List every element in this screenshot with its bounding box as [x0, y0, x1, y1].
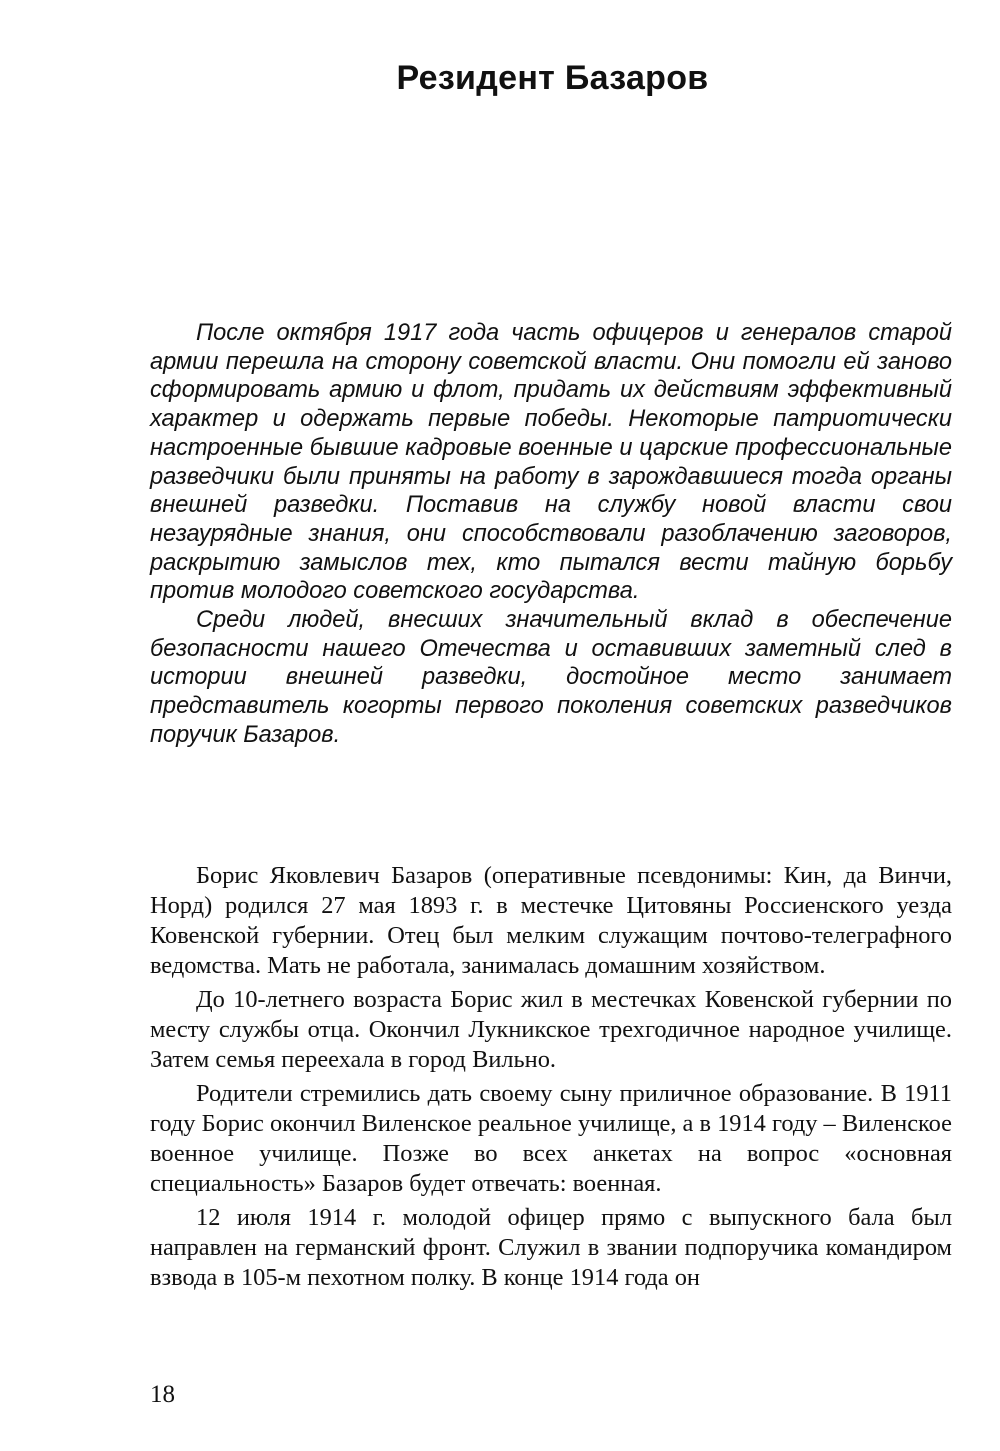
page-number: 18	[150, 1381, 175, 1408]
body-paragraph: 12 июля 1914 г. молодой офицер прямо с выпускного бала был направлен на германский фронт. Служил в звании подпоручика командиром взвода в 105-м пехотном полку. В конце 1914 года он	[150, 1204, 952, 1291]
body-text	[150, 861, 952, 1297]
body-paragraph: До 10-летнего возраста Борис жил в местечках Ковенской губернии по месту службы отца. Окончил Лукникское трехгодичное народное училище. Затем семья переехала в город Вильно.	[150, 986, 952, 1073]
intro-epigraph	[150, 319, 952, 750]
intro-paragraph: После октября 1917 года часть офицеров и генералов старой армии перешла на сторону советской власти. Они помогли ей заново сформировать армию и флот, придать их действиям эффективный характер и одержать первые победы. Некоторые патриотически настроенные бывшие кадровые военные и царские профессиональные разведчики были приняты на работу в зарождавшиеся тогда органы внешней разведки. Поставив на службу новой власти свои незаурядные знания, они способствовали разоблачению заговоров, раскрытию замыслов тех, кто пытался вести тайную борьбу против молодого советского государства.	[150, 320, 952, 605]
chapter-title: Резидент Базаров	[396, 59, 709, 97]
intro-paragraph: Среди людей, внесших значительный вклад в обеспечение безопасности нашего Отечества и оставивших заметный след в истории внешней разведки, достойное место занимает представитель когорты первого поколения советских разведчиков поручик Базаров.	[150, 607, 952, 748]
body-paragraph: Родители стремились дать своему сыну приличное образование. В 1911 году Борис окончил Виленское реальное училище, а в 1914 году – Виленское военное училище. Позже во всех анкетах на вопрос «основная специальность» Базаров будет отвечать: военная.	[150, 1080, 952, 1197]
body-paragraph: Борис Яковлевич Базаров (оперативные псевдонимы: Кин, да Винчи, Норд) родился 27 мая 1893 г. в местечке Цитовяны Россиенского уезда Ковенской губернии. Отец был мелким служащим почтово-телеграфного ведомства. Мать не работала, занималась домашним хозяйством.	[150, 862, 952, 979]
